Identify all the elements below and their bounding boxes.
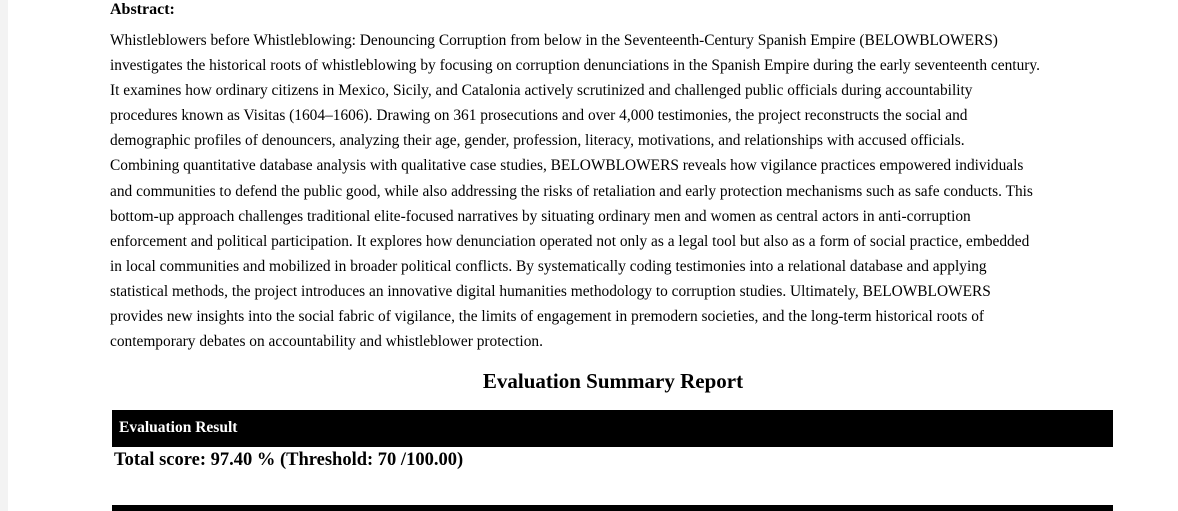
abstract-line: Combining quantitative database analysis with qualitative case studies, BELOWBLOWERS reveals how vigilance practices empowered individuals [110, 157, 1024, 175]
abstract-line: statistical methods, the project introduces an innovative digital humanities methodology to corruption studies. Ultimately, BELOWBLOWERS [110, 282, 991, 300]
abstract-heading: Abstract: [110, 1, 175, 18]
abstract-line: in local communities and mobilized in broader political conflicts. By systematically coding testimonies into a relational database and applying [110, 257, 987, 275]
report-title: Evaluation Summary Report [482, 369, 744, 393]
abstract-line: provides new insights into the social fabric of vigilance, the limits of engagement in premodern societies, and the long-term historical roots of [110, 308, 985, 326]
abstract-line: contemporary debates on accountability and whistleblower protection. [110, 333, 543, 351]
total-score: Total score: 97.40 % (Threshold: 70 /100.00) [114, 450, 464, 470]
evaluation-result-header: Evaluation Result [112, 410, 1113, 447]
abstract-body [110, 28, 1120, 354]
abstract-line: procedures known as Visitas (1604–1606). Drawing on 361 prosecutions and over 4,000 testimonies, the project reconstructs the social and [110, 107, 968, 125]
abstract-line: demographic profiles of denouncers, analyzing their age, gender, profession, literacy, motivations, and relationships with accused officials. [110, 132, 965, 150]
abstract-line: investigates the historical roots of whistleblowing by focusing on corruption denunciations in the Spanish Empire during the early seventeenth century. [110, 57, 1040, 75]
abstract-line: It examines how ordinary citizens in Mexico, Sicily, and Catalonia actively scrutinized and challenged public officials during accountability [110, 82, 973, 100]
abstract-line: enforcement and political participation. It explores how denunciation operated not only as a legal tool but also as a form of social practice, embedded [110, 232, 1030, 250]
section-header-bar [112, 505, 1113, 511]
abstract-line: Whistleblowers before Whistleblowing: Denouncing Corruption from below in the Seventeenth-Century Spanish Empire (BELOWBLOWERS) [110, 32, 998, 49]
abstract-line: bottom-up approach challenges traditional elite-focused narratives by situating ordinary men and women as central actors in anti-corruption [110, 207, 971, 225]
document-page [8, 0, 1178, 511]
abstract-line: and communities to defend the public good, while also addressing the risks of retaliation and early protection mechanisms such as safe conducts. This [110, 182, 1033, 200]
